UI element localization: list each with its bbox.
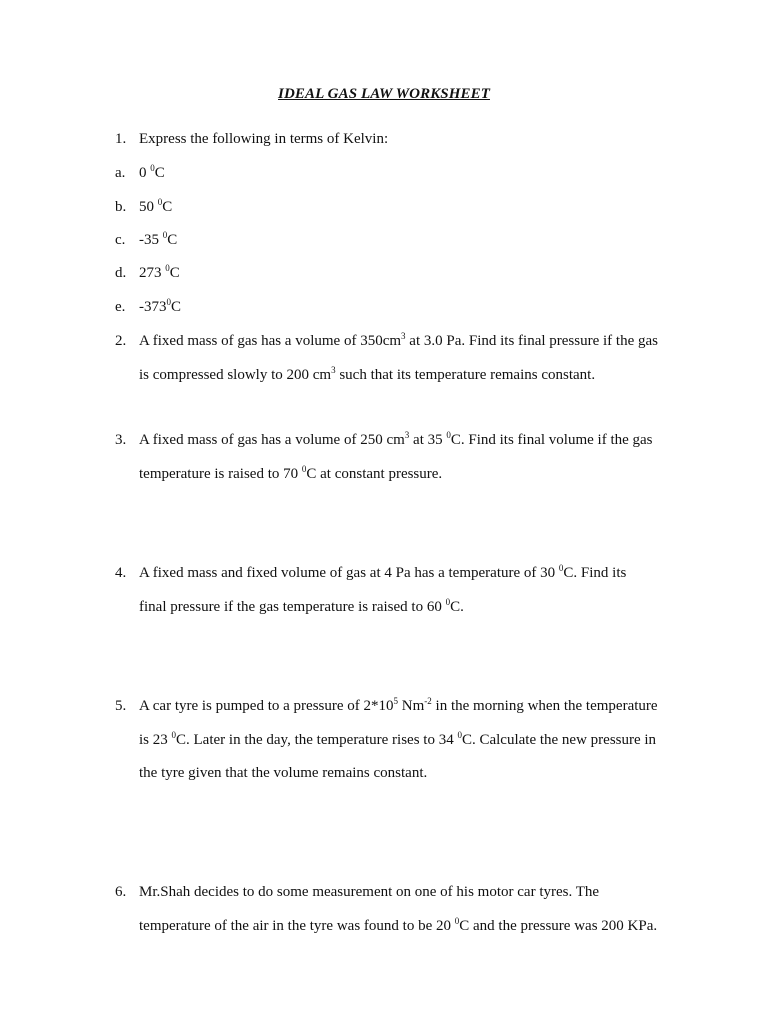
- question-number: 6.: [115, 884, 127, 900]
- question-text-line: is 23 $^0$C. Later in the day, the temperature rises to 34 $^0$C. Calculate the new pressure in: [139, 730, 657, 748]
- item-label: a.: [115, 165, 126, 181]
- item-label: d.: [115, 265, 127, 281]
- item-label: e.: [115, 299, 126, 315]
- question-number: 1.: [115, 131, 127, 147]
- question-number: 5.: [115, 698, 127, 714]
- question-number: 2.: [115, 333, 127, 349]
- item-value: -35 $^0$C: [139, 230, 178, 248]
- question-text-line: A fixed mass and fixed volume of gas at 4 Pa has a temperature of 30 $^0$C. Find its: [139, 563, 627, 581]
- question-text-line: temperature of the air in the tyre was found to be 20 $^0$C and the pressure was 200 KPa.: [139, 916, 658, 934]
- item-value: 50 $^0$C: [139, 197, 173, 215]
- question-text-line: the tyre given that the volume remains constant.: [139, 765, 428, 781]
- question-text-line: A fixed mass of gas has a volume of $350cm^3$ at 3.0 Pa. Find its final pressure if the gas: [139, 331, 658, 349]
- question-text-line: is compressed slowly to 200 $cm^3$ such that its temperature remains constant.: [139, 365, 596, 383]
- item-value: 273 $^0$C: [139, 263, 180, 281]
- item-value: $-373^0C$: [139, 297, 182, 315]
- question-text: Express the following in terms of Kelvin:: [139, 131, 389, 147]
- question-number: 3.: [115, 432, 127, 448]
- question-text-line: temperature is raised to 70 $^0$C at constant pressure.: [139, 464, 443, 482]
- item-value: 0 $^0$C: [139, 163, 165, 181]
- question-text-line: final pressure if the gas temperature is raised to 60 $^0$C.: [139, 597, 464, 615]
- question-number: 4.: [115, 565, 127, 581]
- question-text-line: Mr.Shah decides to do some measurement on one of his motor car tyres. The: [139, 884, 600, 900]
- page-title: IDEAL GAS LAW WORKSHEET: [278, 86, 490, 102]
- item-label: b.: [115, 199, 127, 215]
- item-label: c.: [115, 232, 126, 248]
- question-text-line: A car tyre is pumped to a pressure of $2*10^5$ $Nm^{-2}$ in the morning when the temperature: [139, 696, 658, 714]
- question-text-line: A fixed mass of gas has a volume of 250 $cm^3$ at 35 $^0$C. Find its final volume if the gas: [139, 430, 653, 448]
